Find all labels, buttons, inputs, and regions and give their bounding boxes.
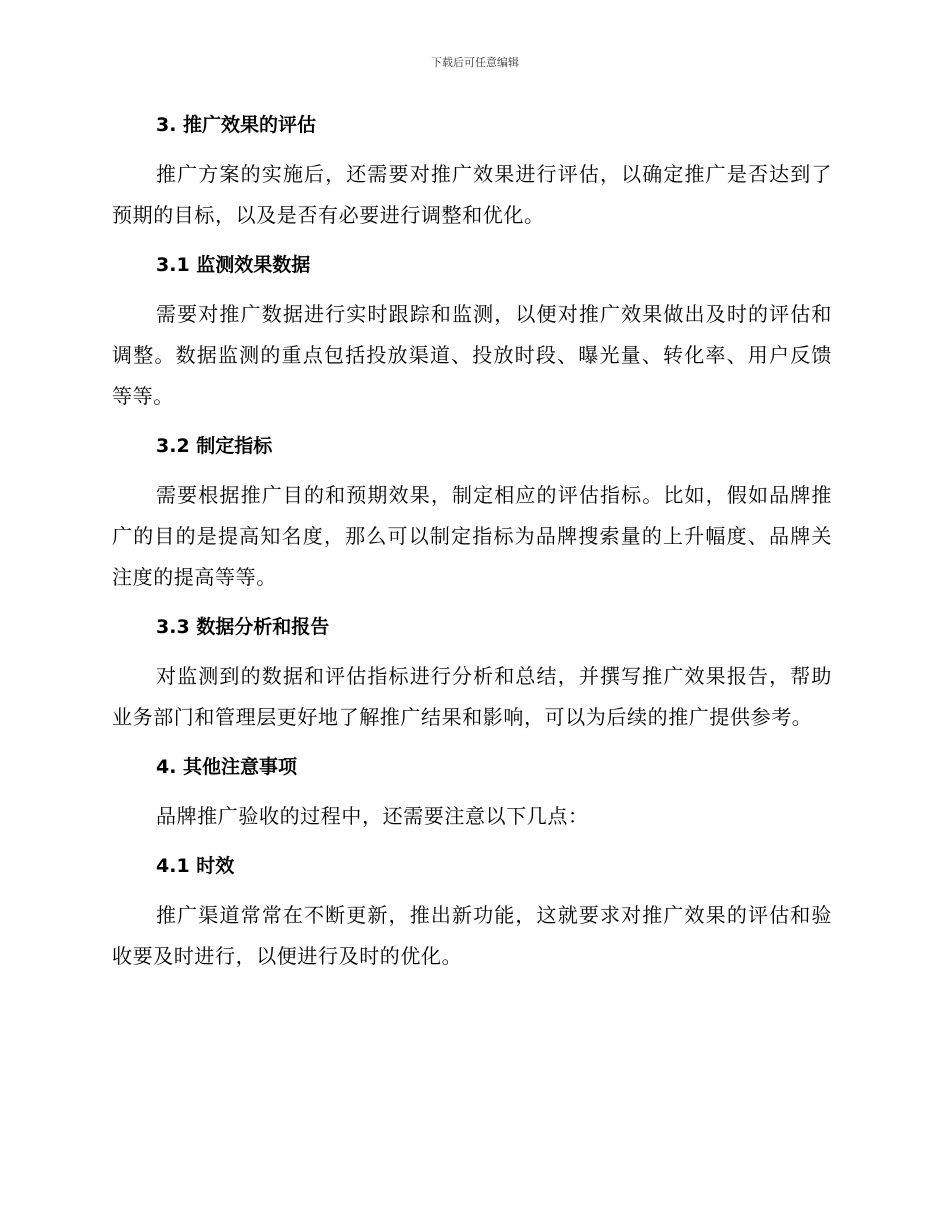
paragraph: 需要对推广数据进行实时跟踪和监测，以便对推广效果做出及时的评估和调整。数据监测的重点包括投放渠道、投放时段、曝光量、转化率、用户反馈等等。 (112, 302, 832, 408)
paragraph: 对监测到的数据和评估指标进行分析和总结，并撰写推广效果报告，帮助业务部门和管理层更好地了解推广结果和影响，可以为后续的推广提供参考。 (112, 664, 832, 729)
section-heading-3: 3. 推广效果的评估 (156, 114, 317, 136)
paragraph: 品牌推广验收的过程中，还需要注意以下几点： (156, 804, 589, 828)
section-heading-3-2: 3.2 制定指标 (156, 435, 273, 457)
paragraph: 推广渠道常常在不断更新，推出新功能，这就要求对推广效果的评估和验收要及时进行，以便进行及时的优化。 (112, 903, 832, 968)
section-heading-4: 4. 其他注意事项 (156, 756, 298, 778)
section-heading-4-1: 4.1 时效 (156, 855, 235, 877)
paragraph: 推广方案的实施后，还需要对推广效果进行评估，以确定推广是否达到了预期的目标，以及是否有必要进行调整和优化。 (112, 162, 832, 227)
section-heading-3-1: 3.1 监测效果数据 (156, 254, 311, 276)
paragraph: 需要根据推广目的和预期效果，制定相应的评估指标。比如，假如品牌推广的目的是提高知名度，那么可以制定指标为品牌搜索量的上升幅度、品牌关注度的提高等等。 (112, 483, 832, 589)
section-heading-3-3: 3.3 数据分析和报告 (156, 616, 330, 638)
document-body (112, 106, 832, 987)
page-header: 下载后可任意编辑 (431, 56, 519, 69)
